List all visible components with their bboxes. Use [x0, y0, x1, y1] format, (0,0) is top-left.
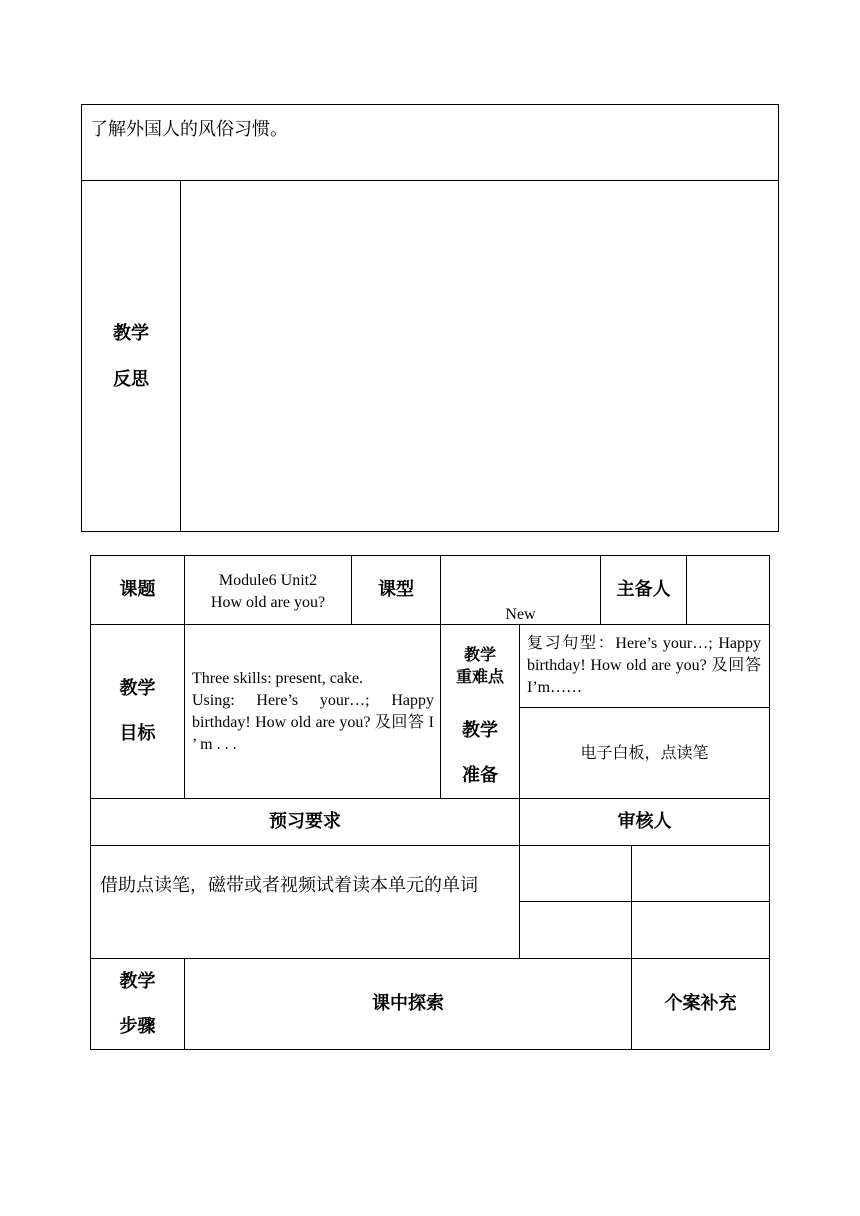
reflection-label-1: 教学 — [113, 323, 149, 344]
reviewer-cell-3[interactable] — [520, 902, 631, 958]
table-border — [519, 707, 770, 708]
type-label: 课型 — [378, 579, 414, 600]
table-border — [519, 624, 520, 799]
table-border — [90, 555, 770, 556]
goal-line-2: Using: Here’s your…; Happy birthday! How old are you? 及回答 I ’ m . . . — [192, 692, 434, 753]
topic-value-line-2: How old are you? — [210, 594, 326, 611]
steps-label-1: 教学 — [119, 971, 156, 992]
table-border — [769, 555, 770, 1050]
table-border — [90, 958, 770, 959]
key-label-2: 重难点 — [455, 667, 504, 686]
table-border — [90, 798, 770, 799]
table-border — [81, 180, 779, 181]
key-value: 复习句型：Here’s your…; Happy birthday! How old are you? 及回答 I’m…… — [527, 635, 761, 696]
explore-label: 课中探索 — [372, 993, 444, 1014]
topic-label: 课题 — [119, 579, 156, 600]
prep-label-1: 教学 — [462, 720, 498, 741]
prep-label-2: 准备 — [462, 765, 498, 786]
intro-text: 了解外国人的风俗习惯。 — [90, 119, 288, 140]
table-border — [90, 1049, 770, 1050]
reviewer-cell-2[interactable] — [632, 846, 769, 901]
steps-label-2: 步骤 — [119, 1016, 156, 1037]
supplement-label: 个案补充 — [664, 993, 737, 1014]
reviewer-label: 审核人 — [617, 811, 672, 832]
table-border — [778, 104, 779, 532]
key-label-1: 教学 — [463, 645, 496, 664]
lesson-plan-table — [90, 555, 770, 1050]
goal-label-1: 教学 — [119, 678, 156, 699]
prep-value: 电子白板，点读笔 — [580, 743, 709, 762]
topic-value-line-1: Module6 Unit2 — [218, 572, 318, 589]
table-border — [81, 531, 779, 532]
preview-label: 预习要求 — [269, 811, 341, 832]
reviewer-cell-1[interactable] — [520, 846, 631, 901]
table-border — [686, 555, 687, 625]
goal-label-2: 目标 — [119, 723, 156, 744]
reflection-label-2: 反思 — [113, 369, 149, 390]
type-value: New — [505, 606, 536, 623]
goal-line-1: Three skills: present, cake. — [192, 670, 364, 687]
table-border — [81, 104, 779, 105]
table-border — [81, 104, 82, 532]
table-border — [180, 180, 181, 532]
table-border — [90, 624, 770, 625]
reflection-content[interactable] — [190, 190, 770, 520]
preview-text: 借助点读笔，磁带或者视频试着读本单元的单词 — [100, 875, 478, 896]
reviewer-cell-4[interactable] — [632, 902, 769, 958]
preparer-label: 主备人 — [616, 579, 671, 600]
